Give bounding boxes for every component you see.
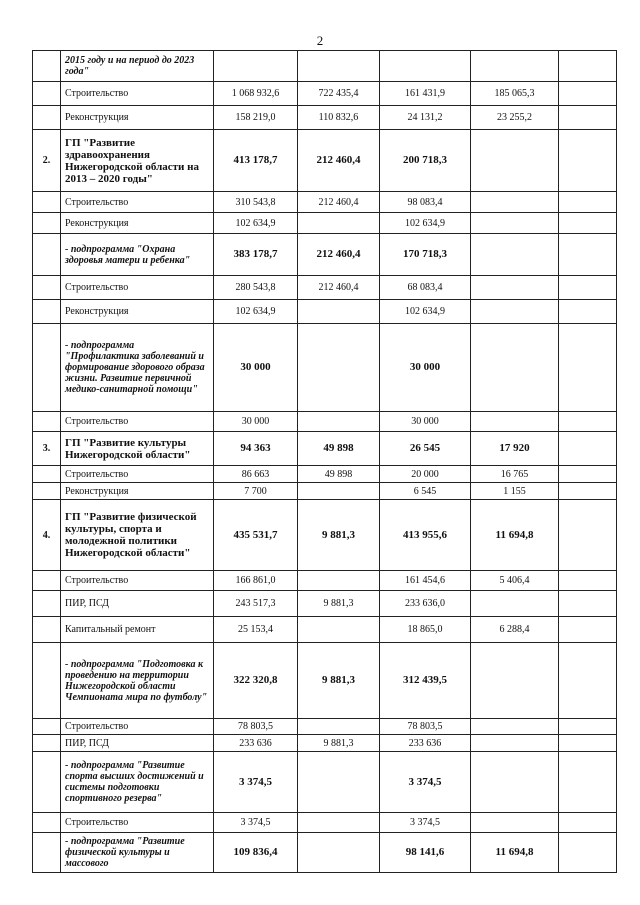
total-value-cell: 109 836,4 — [214, 833, 298, 873]
row-name-cell: Реконструкция — [61, 483, 214, 500]
regional-value-cell: 102 634,9 — [380, 300, 471, 324]
local-value-cell — [471, 130, 559, 192]
federal-value-cell: 212 460,4 — [298, 130, 380, 192]
table-row — [33, 571, 617, 591]
regional-value-cell: 24 131,2 — [380, 106, 471, 130]
empty-cell — [559, 412, 617, 432]
local-value-cell: 11 694,8 — [471, 833, 559, 873]
table-row — [33, 833, 617, 873]
regional-value-cell: 312 439,5 — [380, 643, 471, 719]
regional-value-cell: 102 634,9 — [380, 213, 471, 234]
federal-value-cell — [298, 213, 380, 234]
table-row — [33, 300, 617, 324]
federal-value-cell: 9 881,3 — [298, 643, 380, 719]
local-value-cell — [471, 752, 559, 813]
local-value-cell — [471, 51, 559, 82]
row-number-cell — [33, 234, 61, 276]
regional-value-cell: 68 083,4 — [380, 276, 471, 300]
table-row — [33, 412, 617, 432]
row-name-cell: Капитальный ремонт — [61, 617, 214, 643]
row-number-cell — [33, 617, 61, 643]
local-value-cell: 185 065,3 — [471, 82, 559, 106]
total-value-cell: 383 178,7 — [214, 234, 298, 276]
federal-value-cell — [298, 324, 380, 412]
local-value-cell — [471, 735, 559, 752]
row-name-cell: Реконструкция — [61, 106, 214, 130]
table-row — [33, 752, 617, 813]
federal-value-cell — [298, 719, 380, 735]
row-number-cell — [33, 213, 61, 234]
total-value-cell: 3 374,5 — [214, 813, 298, 833]
federal-value-cell: 9 881,3 — [298, 591, 380, 617]
regional-value-cell: 413 955,6 — [380, 500, 471, 571]
local-value-cell — [471, 234, 559, 276]
local-value-cell: 23 255,2 — [471, 106, 559, 130]
table-row — [33, 234, 617, 276]
regional-value-cell: 3 374,5 — [380, 752, 471, 813]
budget-table — [32, 50, 617, 873]
local-value-cell — [471, 643, 559, 719]
empty-cell — [559, 833, 617, 873]
total-value-cell: 30 000 — [214, 412, 298, 432]
local-value-cell — [471, 719, 559, 735]
total-value-cell: 94 363 — [214, 432, 298, 466]
federal-value-cell — [298, 300, 380, 324]
local-value-cell — [471, 213, 559, 234]
regional-value-cell: 233 636,0 — [380, 591, 471, 617]
empty-cell — [559, 617, 617, 643]
total-value-cell: 78 803,5 — [214, 719, 298, 735]
row-number-cell — [33, 591, 61, 617]
table-row — [33, 500, 617, 571]
row-number-cell — [33, 324, 61, 412]
total-value-cell: 158 219,0 — [214, 106, 298, 130]
row-name-cell: Строительство — [61, 412, 214, 432]
row-name-cell: Строительство — [61, 813, 214, 833]
row-name-cell: Строительство — [61, 571, 214, 591]
empty-cell — [559, 735, 617, 752]
table-row — [33, 130, 617, 192]
total-value-cell: 243 517,3 — [214, 591, 298, 617]
local-value-cell — [471, 591, 559, 617]
row-number-cell — [33, 51, 61, 82]
row-number-cell — [33, 82, 61, 106]
row-name-cell: - подпрограмма "Охрана здоровья матери и ребенка" — [61, 234, 214, 276]
local-value-cell: 1 155 — [471, 483, 559, 500]
total-value-cell: 166 861,0 — [214, 571, 298, 591]
total-value-cell: 102 634,9 — [214, 213, 298, 234]
regional-value-cell: 200 718,3 — [380, 130, 471, 192]
regional-value-cell: 20 000 — [380, 466, 471, 483]
regional-value-cell: 18 865,0 — [380, 617, 471, 643]
row-name-cell: - подпрограмма "Развитие спорта высших достижений и системы подготовки спортивного резерва" — [61, 752, 214, 813]
row-number-cell — [33, 466, 61, 483]
local-value-cell: 6 288,4 — [471, 617, 559, 643]
local-value-cell: 16 765 — [471, 466, 559, 483]
empty-cell — [559, 719, 617, 735]
total-value-cell: 3 374,5 — [214, 752, 298, 813]
regional-value-cell: 98 141,6 — [380, 833, 471, 873]
row-name-cell: Реконструкция — [61, 300, 214, 324]
local-value-cell — [471, 192, 559, 213]
regional-value-cell: 6 545 — [380, 483, 471, 500]
regional-value-cell: 3 374,5 — [380, 813, 471, 833]
table-row — [33, 106, 617, 130]
empty-cell — [559, 324, 617, 412]
empty-cell — [559, 500, 617, 571]
row-number-cell — [33, 192, 61, 213]
empty-cell — [559, 130, 617, 192]
regional-value-cell: 26 545 — [380, 432, 471, 466]
total-value-cell: 280 543,8 — [214, 276, 298, 300]
table-row — [33, 813, 617, 833]
total-value-cell: 25 153,4 — [214, 617, 298, 643]
regional-value-cell — [380, 51, 471, 82]
row-name-cell: ПИР, ПСД — [61, 735, 214, 752]
federal-value-cell — [298, 412, 380, 432]
row-number-cell: 3. — [33, 432, 61, 466]
row-number-cell — [33, 643, 61, 719]
table-row — [33, 643, 617, 719]
row-name-cell: ГП "Развитие культуры Нижегородской области" — [61, 432, 214, 466]
row-name-cell: ГП "Развитие здравоохранения Нижегородской области на 2013 – 2020 годы" — [61, 130, 214, 192]
total-value-cell: 102 634,9 — [214, 300, 298, 324]
federal-value-cell: 9 881,3 — [298, 735, 380, 752]
row-number-cell — [33, 833, 61, 873]
row-name-cell: 2015 году и на период до 2023 года" — [61, 51, 214, 82]
table-row — [33, 192, 617, 213]
empty-cell — [559, 591, 617, 617]
empty-cell — [559, 51, 617, 82]
row-number-cell — [33, 719, 61, 735]
federal-value-cell: 110 832,6 — [298, 106, 380, 130]
row-number-cell — [33, 571, 61, 591]
row-number-cell — [33, 412, 61, 432]
regional-value-cell: 161 431,9 — [380, 82, 471, 106]
row-name-cell: Строительство — [61, 192, 214, 213]
total-value-cell: 1 068 932,6 — [214, 82, 298, 106]
empty-cell — [559, 466, 617, 483]
local-value-cell — [471, 276, 559, 300]
table-row — [33, 432, 617, 466]
regional-value-cell: 161 454,6 — [380, 571, 471, 591]
table-row — [33, 51, 617, 82]
federal-value-cell: 212 460,4 — [298, 234, 380, 276]
empty-cell — [559, 813, 617, 833]
table-row — [33, 617, 617, 643]
federal-value-cell: 212 460,4 — [298, 276, 380, 300]
total-value-cell: 30 000 — [214, 324, 298, 412]
federal-value-cell: 722 435,4 — [298, 82, 380, 106]
empty-cell — [559, 82, 617, 106]
federal-value-cell — [298, 752, 380, 813]
row-number-cell — [33, 300, 61, 324]
total-value-cell — [214, 51, 298, 82]
table-row — [33, 591, 617, 617]
table-body — [33, 51, 617, 873]
regional-value-cell: 78 803,5 — [380, 719, 471, 735]
row-name-cell: Строительство — [61, 719, 214, 735]
empty-cell — [559, 752, 617, 813]
total-value-cell: 233 636 — [214, 735, 298, 752]
table-row — [33, 735, 617, 752]
table-row — [33, 276, 617, 300]
federal-value-cell — [298, 813, 380, 833]
table-row — [33, 483, 617, 500]
empty-cell — [559, 432, 617, 466]
federal-value-cell: 49 898 — [298, 432, 380, 466]
table-row — [33, 466, 617, 483]
row-name-cell: Строительство — [61, 82, 214, 106]
row-number-cell — [33, 276, 61, 300]
federal-value-cell: 212 460,4 — [298, 192, 380, 213]
federal-value-cell: 9 881,3 — [298, 500, 380, 571]
table-row — [33, 82, 617, 106]
row-name-cell: ГП "Развитие физической культуры, спорта и молодежной политики Нижегородской области" — [61, 500, 214, 571]
empty-cell — [559, 192, 617, 213]
total-value-cell: 86 663 — [214, 466, 298, 483]
regional-value-cell: 233 636 — [380, 735, 471, 752]
row-number-cell — [33, 735, 61, 752]
local-value-cell: 5 406,4 — [471, 571, 559, 591]
local-value-cell: 11 694,8 — [471, 500, 559, 571]
row-name-cell: - подпрограмма "Подготовка к проведению на территории Нижегородской области Чемпионата мира по футболу" — [61, 643, 214, 719]
row-name-cell: Строительство — [61, 466, 214, 483]
table-row — [33, 213, 617, 234]
total-value-cell: 322 320,8 — [214, 643, 298, 719]
federal-value-cell — [298, 617, 380, 643]
federal-value-cell — [298, 483, 380, 500]
local-value-cell — [471, 412, 559, 432]
row-number-cell: 2. — [33, 130, 61, 192]
empty-cell — [559, 643, 617, 719]
total-value-cell: 413 178,7 — [214, 130, 298, 192]
row-number-cell — [33, 106, 61, 130]
row-number-cell — [33, 752, 61, 813]
federal-value-cell — [298, 833, 380, 873]
empty-cell — [559, 276, 617, 300]
regional-value-cell: 30 000 — [380, 324, 471, 412]
empty-cell — [559, 571, 617, 591]
empty-cell — [559, 300, 617, 324]
row-name-cell: Строительство — [61, 276, 214, 300]
federal-value-cell — [298, 51, 380, 82]
empty-cell — [559, 106, 617, 130]
row-name-cell: Реконструкция — [61, 213, 214, 234]
local-value-cell: 17 920 — [471, 432, 559, 466]
table-row — [33, 324, 617, 412]
local-value-cell — [471, 324, 559, 412]
page-number: 2 — [316, 33, 324, 48]
empty-cell — [559, 483, 617, 500]
total-value-cell: 7 700 — [214, 483, 298, 500]
row-number-cell: 4. — [33, 500, 61, 571]
local-value-cell — [471, 300, 559, 324]
row-name-cell: - подпрограмма "Профилактика заболеваний и формирование здорового образа жизни. Развитие первичной медико-санитарной помощи" — [61, 324, 214, 412]
federal-value-cell: 49 898 — [298, 466, 380, 483]
regional-value-cell: 170 718,3 — [380, 234, 471, 276]
table-row — [33, 719, 617, 735]
row-number-cell — [33, 483, 61, 500]
total-value-cell: 310 543,8 — [214, 192, 298, 213]
empty-cell — [559, 234, 617, 276]
row-number-cell — [33, 813, 61, 833]
regional-value-cell: 30 000 — [380, 412, 471, 432]
row-name-cell: - подпрограмма "Развитие физической культуры и массового — [61, 833, 214, 873]
local-value-cell — [471, 813, 559, 833]
regional-value-cell: 98 083,4 — [380, 192, 471, 213]
row-name-cell: ПИР, ПСД — [61, 591, 214, 617]
federal-value-cell — [298, 571, 380, 591]
empty-cell — [559, 213, 617, 234]
total-value-cell: 435 531,7 — [214, 500, 298, 571]
